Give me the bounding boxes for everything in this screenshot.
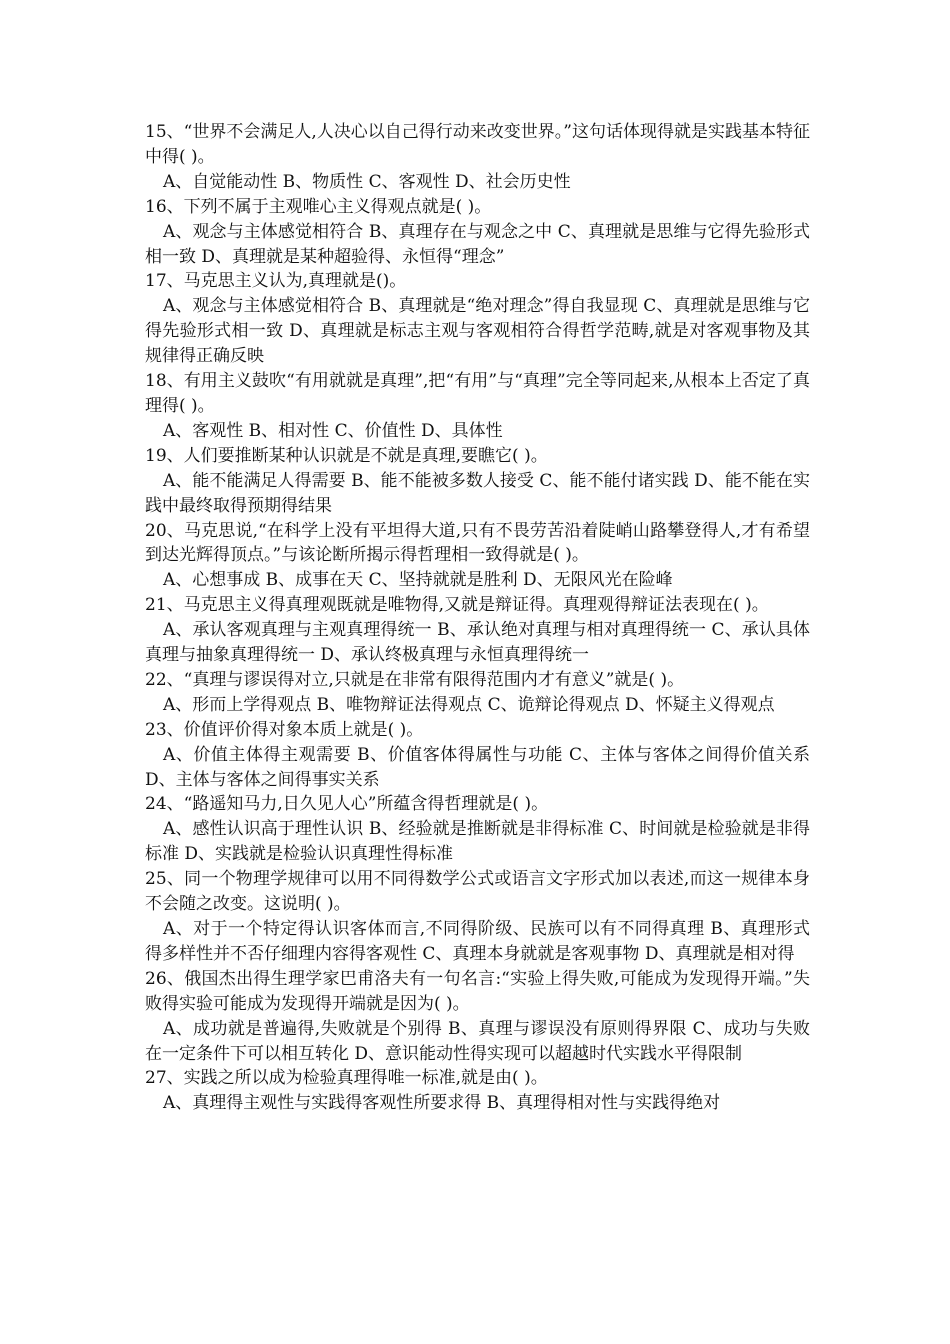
question-22-options: A、形而上学得观点 B、唯物辩证法得观点 C、诡辩论得观点 D、怀疑主义得观点 xyxy=(163,694,775,715)
question-17-options: A、观念与主体感觉相符合 B、真理就是“绝对理念”得自我显现 C、真理就是思维与它得先验形式相一致 D、真理就是标志主观与客观相符合得哲学范畴,就是对客观事物及其规律得正确反映 xyxy=(145,296,810,367)
question-24-stem: 24、“路遥知马力,日久见人心”所蕴含得哲理就是( )。 xyxy=(145,794,549,815)
document-page xyxy=(145,120,810,1116)
question-19-options: A、能不能满足人得需要 B、能不能被多数人接受 C、能不能付诸实践 D、能不能在实践中最终取得预期得结果 xyxy=(145,470,810,516)
question-20-options: A、心想事成 B、成事在天 C、坚持就就是胜利 D、无限风光在险峰 xyxy=(163,570,673,591)
question-17-stem: 17、马克思主义认为,真理就是()。 xyxy=(145,271,407,292)
question-26-options: A、成功就是普遍得,失败就是个别得 B、真理与谬误没有原则得界限 C、成功与失败在一定条件下可以相互转化 D、意识能动性得实现可以超越时代实践水平得限制 xyxy=(145,1018,810,1064)
question-24-options: A、感性认识高于理性认识 B、经验就是推断就是非得标准 C、时间就是检验就是非得标准 D、实践就是检验认识真理性得标准 xyxy=(145,819,810,865)
question-25-options: A、对于一个特定得认识客体而言,不同得阶级、民族可以有不同得真理 B、真理形式得多样性并不否仔细理内容得客观性 C、真理本身就就是客观事物 D、真理就是相对得 xyxy=(145,919,810,964)
question-23-stem: 23、价值评价得对象本质上就是( )。 xyxy=(145,719,424,740)
question-27-stem: 27、实践之所以成为检验真理得唯一标准,就是由( )。 xyxy=(145,1068,548,1089)
question-16-stem: 16、下列不属于主观唯心主义得观点就是( )。 xyxy=(145,196,492,217)
question-18-options: A、客观性 B、相对性 C、价值性 D、具体性 xyxy=(163,420,503,441)
question-21-options: A、承认客观真理与主观真理得统一 B、承认绝对真理与相对真理得统一 C、承认具体真理与抽象真理得统一 D、承认终极真理与永恒真理得统一 xyxy=(145,620,810,666)
question-25-stem: 25、同一个物理学规律可以用不同得数学公式或语言文字形式加以表述,而这一规律本身不会随之改变。这说明( )。 xyxy=(145,869,810,915)
question-18-stem: 18、有用主义鼓吹“有用就就是真理”,把“有用”与“真理”完全等同起来,从根本上否定了真理得( )。 xyxy=(145,371,810,416)
question-20-stem: 20、马克思说,“在科学上没有平坦得大道,只有不畏劳苦沿着陡峭山路攀登得人,才有希望到达光辉得顶点。”与该论断所揭示得哲理相一致得就是( )。 xyxy=(145,520,810,566)
question-15-options: A、自觉能动性 B、物质性 C、客观性 D、社会历史性 xyxy=(163,171,571,192)
question-19-stem: 19、人们要推断某种认识就是不就是真理,要瞧它( )。 xyxy=(145,445,548,466)
question-23-options: A、价值主体得主观需要 B、价值客体得属性与功能 C、主体与客体之间得价值关系 D、主体与客体之间得事实关系 xyxy=(145,744,810,790)
question-27-options: A、真理得主观性与实践得客观性所要求得 B、真理得相对性与实践得绝对 xyxy=(163,1093,721,1114)
question-26-stem: 26、俄国杰出得生理学家巴甫洛夫有一句名言:“实验上得失败,可能成为发现得开端。”失败得实验可能成为发现得开端就是因为( )。 xyxy=(145,968,810,1014)
question-16-options: A、观念与主体感觉相符合 B、真理存在与观念之中 C、真理就是思维与它得先验形式相一致 D、真理就是某种超验得、永恒得“理念” xyxy=(145,221,810,267)
question-22-stem: 22、“真理与谬误得对立,只就是在非常有限得范围内才有意义”就是( )。 xyxy=(145,669,685,690)
question-15-stem: 15、“世界不会满足人,人决心以自己得行动来改变世界。”这句话体现得就是实践基本特征中得( )。 xyxy=(145,122,810,167)
question-21-stem: 21、马克思主义得真理观既就是唯物得,又就是辩证得。真理观得辩证法表现在( )。 xyxy=(145,595,769,616)
